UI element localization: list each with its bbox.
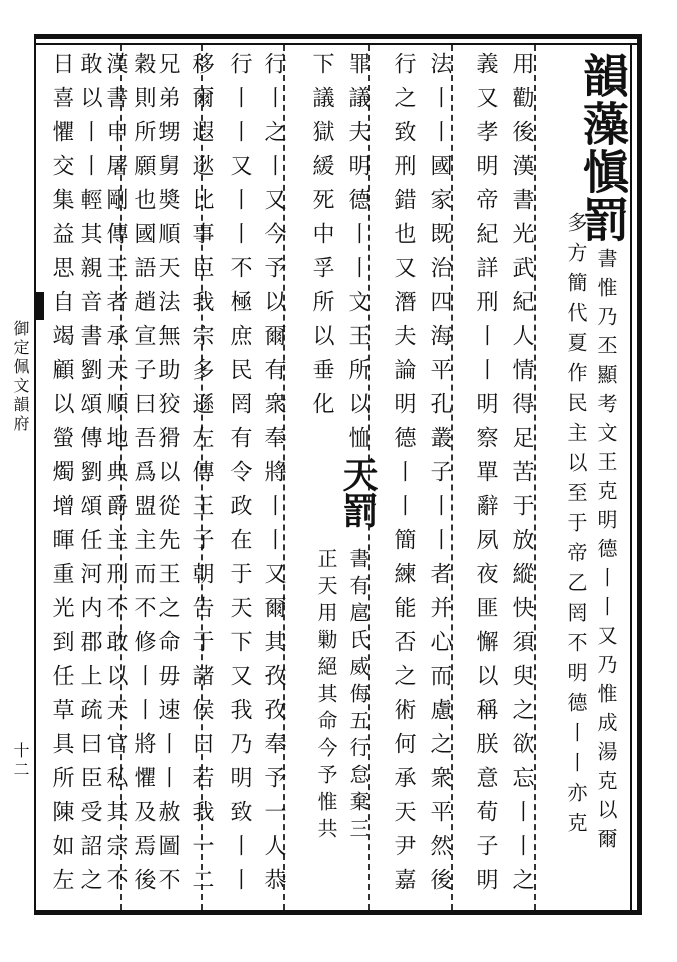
text-column: 穀則所願也國語趙宣子曰吾爲盟主而不修丨丨將懼及焉後 <box>131 52 156 902</box>
headword-1: 韻藻愼罰 <box>576 52 630 244</box>
headword-1-note-a: 書惟乃丕顯考文王克明德丨丨又乃惟成湯克以爾 <box>594 248 618 857</box>
text-column: 漢書申屠剛傳王者承天順地典爵主刑不敢以天官私其宗不 <box>103 52 128 902</box>
fold-marker <box>34 292 44 320</box>
headword-2: 天罰 <box>337 456 379 528</box>
margin-title: 御定佩文韻府 <box>11 320 30 434</box>
text-column: 法丨丨國家既治四海平孔叢子丨丨者并心而慮之衆平然後 <box>427 52 452 902</box>
right-border-thin <box>630 43 632 910</box>
text-column: 行丨丨又丨丨不極庶民罔有令政在于天下又我乃明致丨丨 <box>227 52 252 902</box>
column-separator <box>534 45 536 910</box>
text-column: 行丨之丨又今予以爾有衆奉將丨丨又爾其孜孜奉予一人恭 <box>261 52 286 902</box>
fold-line <box>34 34 36 915</box>
text-column: 敢以丨丨輕其親音書劉頌傳劉頌任河内郡上疏曰臣受詔之 <box>77 52 102 902</box>
headword-2-note-b: 正天用勦絕其命今予惟共 <box>314 548 338 845</box>
bottom-border <box>34 910 642 915</box>
text-column: 兄弟甥舅奬順天法無助狡猾以從先王之命毋速丨丨赦圖不 <box>155 52 180 902</box>
text-column: 行之致刑錯也又潛夫論明德丨丨簡練能否之術何承天尹嘉 <box>391 52 416 902</box>
text-column: 罪議夫明德丨丨文王所以恤 <box>345 52 370 460</box>
text-column: 用勸後漢書光武紀人情得足苦于放縱快須臾之欲忘丨丨之 <box>509 52 534 902</box>
text-column: 移爾遐逖比事臣我宗多遜左傳王子朝告于諸侯曰若我一二 <box>189 52 214 902</box>
headword-2-note-a: 書有扈氏威侮五行怠棄三 <box>346 548 370 845</box>
text-column: 義又孝明帝紀詳刑丨丨明察單辭夙夜匪懈以稱朕意荀子明 <box>473 52 498 902</box>
text-column: 日喜懼交集益思自竭顧以螢燭增暉重光到任草具所陳如左 <box>49 52 74 902</box>
headword-1-note-b: 多方簡代夏作民主以至于帝乙罔不明德丨丨亦克 <box>564 212 588 842</box>
top-border-thin <box>34 43 642 45</box>
right-border <box>637 34 642 915</box>
text-column: 下議獄緩死中孚所以垂化 <box>309 52 334 426</box>
page-number: 十二 <box>11 742 30 780</box>
top-border <box>34 34 642 39</box>
